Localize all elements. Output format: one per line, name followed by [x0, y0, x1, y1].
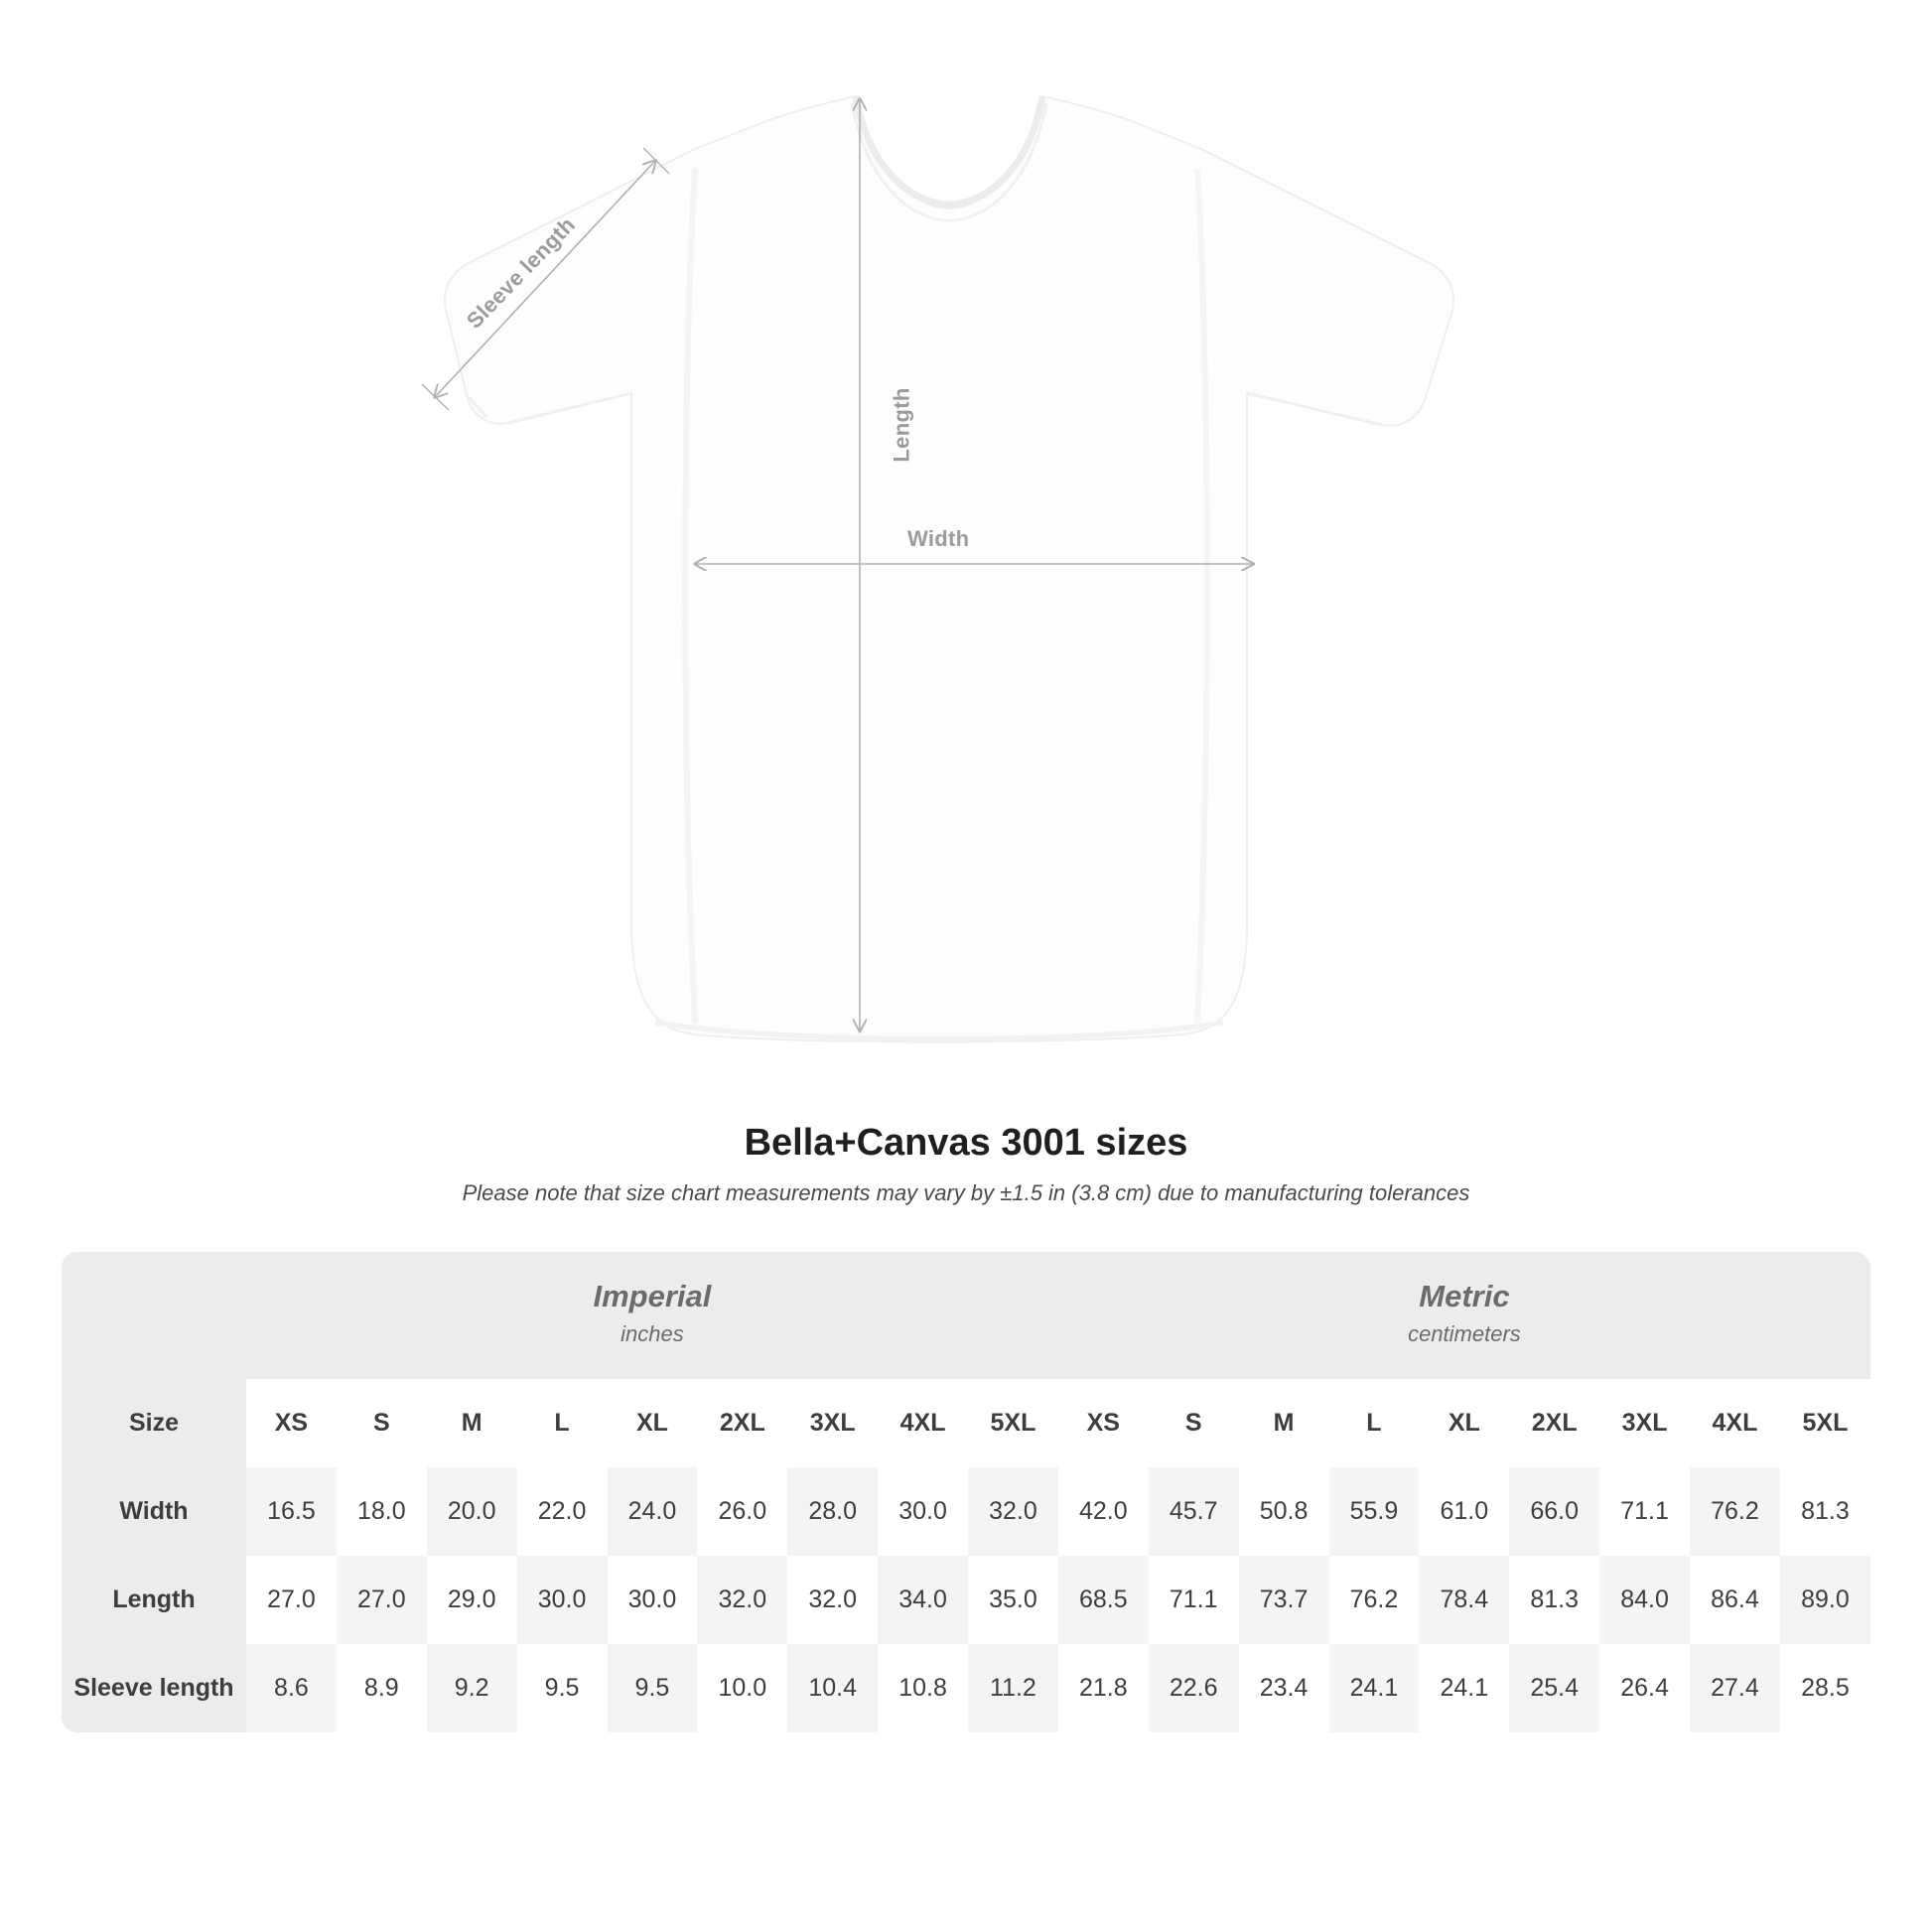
cell-width-metric-3xl: 71.1: [1599, 1467, 1690, 1556]
page-title: Bella+Canvas 3001 sizes: [744, 1122, 1188, 1164]
table-row: [62, 1644, 1870, 1732]
header-metric-4xl: 4XL: [1690, 1379, 1780, 1467]
cell-sleeve-metric-m: 23.4: [1239, 1644, 1329, 1732]
header-metric-xs: XS: [1058, 1379, 1149, 1467]
cell-width-metric-2xl: 66.0: [1509, 1467, 1599, 1556]
header-imperial-xs: XS: [246, 1379, 337, 1467]
cell-length-metric-xl: 78.4: [1419, 1556, 1509, 1644]
table-row: [62, 1556, 1870, 1644]
cell-sleeve-metric-s: 22.6: [1149, 1644, 1239, 1732]
cell-length-imperial-s: 27.0: [337, 1556, 427, 1644]
unit-metric-cell: [1058, 1252, 1870, 1379]
cell-sleeve-metric-xs: 21.8: [1058, 1644, 1149, 1732]
header-size: Size: [62, 1379, 246, 1467]
header-metric-l: L: [1329, 1379, 1420, 1467]
header-imperial-xl: XL: [608, 1379, 698, 1467]
unit-imperial-cell: [246, 1252, 1058, 1379]
cell-sleeve-imperial-xs: 8.6: [246, 1644, 337, 1732]
cell-length-metric-m: 73.7: [1239, 1556, 1329, 1644]
cell-width-imperial-xs: 16.5: [246, 1467, 337, 1556]
cell-width-metric-5xl: 81.3: [1780, 1467, 1870, 1556]
tshirt-shape: [445, 96, 1453, 1042]
unit-corner-cell: [62, 1252, 246, 1379]
width-label: Width: [907, 526, 970, 551]
header-metric-2xl: 2XL: [1509, 1379, 1599, 1467]
title-block: [0, 1122, 1932, 1206]
cell-length-imperial-m: 29.0: [427, 1556, 517, 1644]
cell-width-imperial-xl: 24.0: [608, 1467, 698, 1556]
cell-sleeve-metric-4xl: 27.4: [1690, 1644, 1780, 1732]
row-label-length: Length: [62, 1556, 246, 1644]
cell-sleeve-imperial-3xl: 10.4: [787, 1644, 878, 1732]
cell-sleeve-metric-2xl: 25.4: [1509, 1644, 1599, 1732]
sleeve-length-label: Sleeve length: [461, 211, 581, 334]
cell-length-metric-5xl: 89.0: [1780, 1556, 1870, 1644]
header-imperial-2xl: 2XL: [697, 1379, 787, 1467]
unit-metric-title: Metric: [1419, 1279, 1510, 1313]
header-metric-xl: XL: [1419, 1379, 1509, 1467]
cell-length-imperial-xs: 27.0: [246, 1556, 337, 1644]
cell-width-imperial-l: 22.0: [517, 1467, 608, 1556]
header-imperial-s: S: [337, 1379, 427, 1467]
length-label: Length: [889, 387, 914, 463]
cell-width-metric-xs: 42.0: [1058, 1467, 1149, 1556]
cell-width-metric-m: 50.8: [1239, 1467, 1329, 1556]
cell-length-metric-2xl: 81.3: [1509, 1556, 1599, 1644]
cell-sleeve-imperial-s: 8.9: [337, 1644, 427, 1732]
cell-length-imperial-4xl: 34.0: [878, 1556, 968, 1644]
cell-length-metric-l: 76.2: [1329, 1556, 1420, 1644]
size-table: [62, 1252, 1870, 1732]
row-label-sleeve-length: Sleeve length: [62, 1644, 246, 1732]
cell-sleeve-imperial-l: 9.5: [517, 1644, 608, 1732]
header-metric-m: M: [1239, 1379, 1329, 1467]
cell-sleeve-metric-l: 24.1: [1329, 1644, 1420, 1732]
cell-length-imperial-l: 30.0: [517, 1556, 608, 1644]
cell-width-metric-4xl: 76.2: [1690, 1467, 1780, 1556]
size-table-wrapper: [62, 1252, 1870, 1732]
header-imperial-4xl: 4XL: [878, 1379, 968, 1467]
cell-width-imperial-2xl: 26.0: [697, 1467, 787, 1556]
header-metric-3xl: 3XL: [1599, 1379, 1690, 1467]
cell-sleeve-imperial-2xl: 10.0: [697, 1644, 787, 1732]
cell-length-metric-s: 71.1: [1149, 1556, 1239, 1644]
cell-length-imperial-xl: 30.0: [608, 1556, 698, 1644]
unit-imperial-title: Imperial: [593, 1279, 712, 1313]
cell-width-imperial-3xl: 28.0: [787, 1467, 878, 1556]
cell-width-metric-s: 45.7: [1149, 1467, 1239, 1556]
cell-length-imperial-5xl: 35.0: [968, 1556, 1058, 1644]
cell-length-imperial-3xl: 32.0: [787, 1556, 878, 1644]
size-header-row: [62, 1379, 1870, 1467]
unit-metric-sub: centimeters: [1408, 1320, 1521, 1346]
header-imperial-l: L: [517, 1379, 608, 1467]
cell-width-imperial-m: 20.0: [427, 1467, 517, 1556]
cell-length-imperial-2xl: 32.0: [697, 1556, 787, 1644]
header-metric-5xl: 5XL: [1780, 1379, 1870, 1467]
cell-length-metric-4xl: 86.4: [1690, 1556, 1780, 1644]
tolerance-note: Please note that size chart measurements may vary by ±1.5 in (3.8 cm) due to manufacturing tolerances: [462, 1180, 1470, 1205]
cell-width-metric-l: 55.9: [1329, 1467, 1420, 1556]
cell-sleeve-imperial-xl: 9.5: [608, 1644, 698, 1732]
cell-sleeve-imperial-m: 9.2: [427, 1644, 517, 1732]
header-imperial-3xl: 3XL: [787, 1379, 878, 1467]
cell-width-imperial-4xl: 30.0: [878, 1467, 968, 1556]
cell-sleeve-metric-3xl: 26.4: [1599, 1644, 1690, 1732]
unit-system-row: [62, 1252, 1870, 1379]
cell-sleeve-imperial-4xl: 10.8: [878, 1644, 968, 1732]
cell-width-imperial-s: 18.0: [337, 1467, 427, 1556]
header-imperial-m: M: [427, 1379, 517, 1467]
header-imperial-5xl: 5XL: [968, 1379, 1058, 1467]
table-row: [62, 1467, 1870, 1556]
cell-width-imperial-5xl: 32.0: [968, 1467, 1058, 1556]
header-metric-s: S: [1149, 1379, 1239, 1467]
unit-imperial-sub: inches: [621, 1320, 684, 1346]
cell-sleeve-metric-xl: 24.1: [1419, 1644, 1509, 1732]
cell-length-metric-xs: 68.5: [1058, 1556, 1149, 1644]
cell-length-metric-3xl: 84.0: [1599, 1556, 1690, 1644]
cell-sleeve-metric-5xl: 28.5: [1780, 1644, 1870, 1732]
cell-sleeve-imperial-5xl: 11.2: [968, 1644, 1058, 1732]
row-label-width: Width: [62, 1467, 246, 1556]
cell-width-metric-xl: 61.0: [1419, 1467, 1509, 1556]
